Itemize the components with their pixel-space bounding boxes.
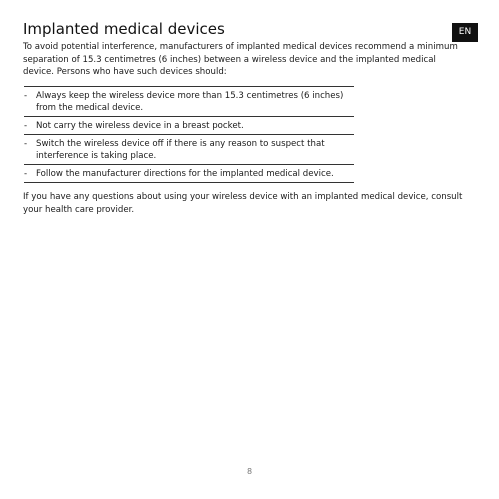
list-dash: - bbox=[24, 121, 28, 131]
list-dash: - bbox=[24, 139, 28, 149]
closing-paragraph: If you have any questions about using your wireless device with an implanted medical device, consult your health care provider. bbox=[23, 192, 463, 215]
guideline-item bbox=[24, 165, 354, 183]
guideline-text: Follow the manufacturer directions for the implanted medical device. bbox=[36, 169, 334, 179]
list-dash: - bbox=[24, 91, 28, 101]
language-badge: EN bbox=[452, 23, 478, 42]
guideline-item bbox=[24, 87, 354, 117]
guideline-text: Switch the wireless device off if there is any reason to suspect that interference is taking place. bbox=[36, 139, 325, 161]
intro-paragraph: To avoid potential interference, manufacturers of implanted medical devices recommend a minimum separation of 15.3 centimetres (6 inches) between a wireless device and the implanted medical device. Persons who have such devices should: bbox=[23, 42, 458, 77]
page-number: 8 bbox=[246, 467, 253, 476]
list-dash: - bbox=[24, 169, 28, 179]
guideline-item bbox=[24, 117, 354, 135]
guideline-list bbox=[24, 86, 354, 183]
guideline-text: Always keep the wireless device more than 15.3 centimetres (6 inches) from the medical device. bbox=[36, 91, 344, 113]
guideline-text: Not carry the wireless device in a breast pocket. bbox=[36, 121, 244, 131]
guideline-item bbox=[24, 135, 354, 165]
page-title: Implanted medical devices bbox=[23, 20, 225, 38]
